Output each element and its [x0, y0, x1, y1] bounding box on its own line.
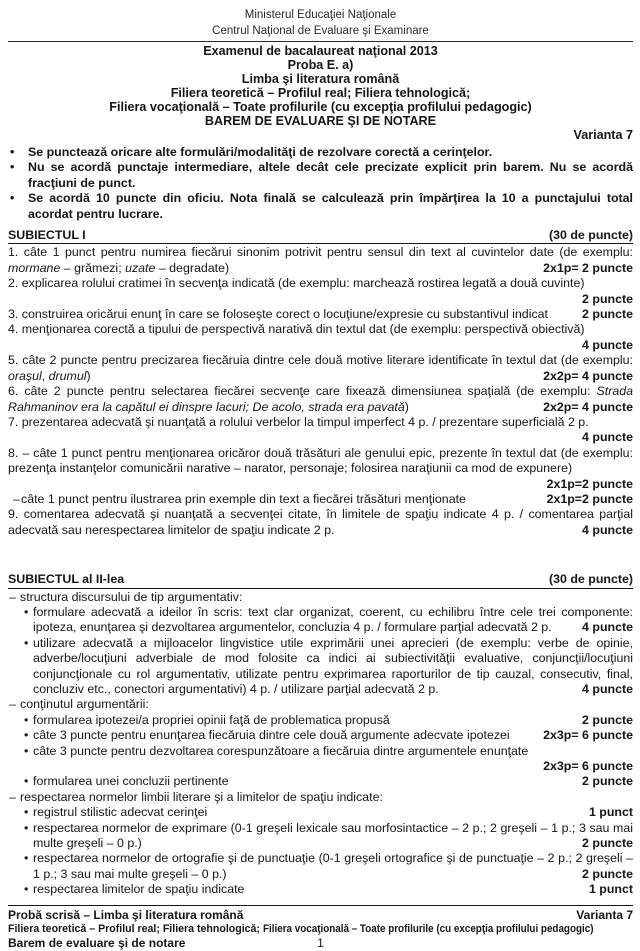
dash-icon: – — [13, 491, 20, 506]
item-text-segment: , — [41, 368, 49, 383]
dash-icon: – — [9, 789, 16, 804]
item-text — [8, 307, 548, 321]
bullet-icon: • — [24, 820, 29, 835]
bullet-icon: • — [24, 635, 29, 650]
item-text-segment: 7. prezentarea adecvată şi nuanţată a rolului verbelor la timpul imperfect 4 p. / prezentare superficială 2 p. — [8, 414, 589, 429]
exam-title-block — [8, 44, 633, 128]
item-text-segment: ) — [404, 399, 409, 414]
rule-text: Nu se acordă punctaje intermediare, altele decât cele precizate explicit prin barem. Nu se acordă fracţiuni de punct. — [28, 160, 633, 190]
points-value: 4 puncte — [582, 522, 633, 537]
rubric-item — [8, 353, 633, 384]
rubric-item — [8, 307, 633, 322]
rubric-item — [8, 605, 633, 636]
item-text-segment: 6. câte 2 puncte pentru selectarea fiecărei secvenţe care fixează dimensiunea spaţială (de exemplu: — [8, 384, 597, 399]
rubric-item — [8, 851, 633, 882]
item-text-segment: – degradate) — [155, 260, 230, 275]
item-text-segment: formulare adecvată a ideilor în scris: text clar organizat, coerent, cu echilibru între cele trei componente: ipoteza, enunţarea şi dezvoltarea argumentelor, concluzia 4 p. / formulare parţial adecvată 2 p. — [33, 604, 633, 635]
footer-row-proba — [8, 908, 633, 923]
points-value: 2 puncte — [582, 291, 633, 306]
exam-title-line: Filiera vocaţională – Toate profilurile (cu excepţia profilului pedagogic) — [109, 100, 532, 114]
bullet-icon: • — [24, 728, 29, 743]
rule-item — [8, 160, 633, 191]
item-text — [33, 882, 244, 896]
item-text-segment: respectarea limitelor de spaţiu indicate — [33, 882, 245, 897]
points-value: 2x2p= 4 puncte — [543, 368, 633, 383]
item-text — [33, 636, 633, 696]
points-value: 4 puncte — [582, 620, 633, 635]
page-number: 1 — [317, 936, 324, 951]
item-text-segment: formularea ipotezei/a propriei opinii faţă de problematica propusă — [33, 712, 390, 727]
points-value: 2x1p=2 puncte — [546, 491, 633, 506]
bullet-icon: • — [10, 191, 15, 206]
item-text-segment: ) — [86, 368, 91, 383]
item-text-segment: formularea unei concluzii pertinente — [33, 774, 229, 789]
rubric-item — [8, 697, 633, 712]
item-text-segment: respectarea normelor de ortografie şi de punctuaţie (0-1 greşeli ortografice şi de punctuaţie – 2 p.; 2 greşeli – 1 p.; 3 sau mai multe greşeli – 0 p.) — [33, 851, 633, 881]
rubric-item — [8, 805, 633, 820]
bullet-icon: • — [24, 712, 29, 727]
item-text — [8, 415, 589, 429]
bullet-icon: • — [24, 743, 29, 758]
rubric-item — [8, 446, 633, 492]
footer-filiera — [8, 922, 633, 936]
header-divider — [8, 41, 633, 42]
item-text — [8, 507, 633, 536]
rule-text: Se acordă 10 puncte din oficiu. Nota finală se calculează prin împărţirea la 10 a punctajului total acordat pentru lucrare. — [28, 191, 633, 221]
rubric-item — [8, 590, 633, 605]
item-text-segment: respectarea normelor de exprimare (0-1 greşeli lexicale sau morfosintactice – 2 p.; 2 greşeli – 1 p.; 3 sau mai multe greşeli – 0 p.) — [33, 820, 633, 851]
points-value: 2x2p= 4 puncte — [543, 399, 633, 414]
bullet-icon: • — [24, 604, 29, 619]
bullet-icon: • — [10, 145, 15, 159]
rubric-item — [8, 245, 633, 276]
section-heading — [8, 228, 633, 244]
rubric-item — [8, 636, 633, 698]
footer-filiera-part1: Filiera teoretică – Profilul real; Filiera tehnologică; — [8, 923, 263, 936]
item-text-segment: structura discursului de tip argumentativ: — [20, 589, 243, 604]
item-text-segment: 9. comentarea adecvată şi nuanţată a secvenţei citate, în limitele de spaţiu indicate 4 p. / comentarea parţial adecvată sau nerespectarea limitelor de spaţiu indicate 2 p. — [8, 507, 633, 537]
exam-title-line: Limba şi literatura română — [241, 72, 400, 86]
item-text-segment: conţinutul argumentării: — [20, 697, 149, 712]
rubric-item — [8, 774, 633, 789]
item-text-segment: 1. câte 1 punct pentru numirea fiecărui sinonim potrivit pentru sensul din text al cuvintelor date (de exemplu: — [8, 245, 633, 260]
rubric-item — [8, 882, 633, 897]
footer-barem: Barem de evaluare şi de notare — [8, 936, 186, 951]
item-text — [8, 276, 584, 290]
evaluation-center-name: Centrul Naţional de Evaluare şi Examinare — [212, 24, 429, 37]
item-text — [33, 605, 633, 634]
item-text — [33, 744, 528, 758]
item-text — [33, 821, 633, 850]
points-value: 1 punct — [588, 882, 633, 897]
item-text-segment: câte 1 punct pentru ilustrarea prin exemple din text a fiecărei trăsături menţionate — [21, 491, 466, 506]
org-header — [8, 8, 633, 39]
item-text-italic: drumul — [48, 368, 87, 383]
exam-title-line: Filiera teoretică – Profilul real; Filiera tehnologică; — [170, 86, 471, 100]
item-text-italic: oraşul — [8, 368, 42, 383]
item-text — [20, 590, 242, 604]
item-text — [33, 851, 633, 880]
item-text — [20, 697, 149, 711]
item-text-segment: 3. construirea oricărui enunţ în care se foloseşte corect o locuţiune/expresie cu substantivul indicat — [8, 307, 548, 322]
rubric-item — [8, 507, 633, 538]
item-text-segment: utilizare adecvată a mijloacelor lingvistice utile exprimării unei aprecieri (de exemplu: verbe de opinie, adverbe/locuţiuni adverbiale de mod folosite ca indici ai subiectivităţii evaluative, conjuncţii/locuţiuni conjuncţionale cu rol argumentativ, utilizate pentru exprimarea raporturilor de tip cauzal, consecutiv, final, concluziv etc., conectori argumentativi) 4 p. / utilizare parţial adecvată 2 p. — [33, 635, 633, 696]
points-value: 2 puncte — [582, 836, 633, 851]
points-value: 2 puncte — [582, 866, 633, 881]
footer-varianta: Varianta 7 — [576, 907, 633, 922]
bullet-icon: • — [24, 882, 29, 897]
rule-text: Se punctează oricare alte formulări/modalităţi de rezolvare corectă a cerinţelor. — [28, 145, 493, 159]
points-value: 2 puncte — [582, 712, 633, 727]
item-text-italic: Strada Rahmaninov era la capătul ei dinspre lacuri; De acolo, strada era pavată — [8, 384, 633, 414]
rubric-items — [8, 245, 633, 538]
exam-title-line: Proba E. a) — [287, 58, 354, 72]
item-text-segment: 8. – câte 1 punct pentru menţionarea oricăror două trăsături ale genului epic, prezente în textul dat (de exemplu: prezenţa instanţelor comunicării narative – narator, personaje; folosirea naraţiunii ca mod de expunere) — [8, 445, 633, 476]
exam-title-line: Examenul de bacalaureat naţional 2013 — [203, 44, 438, 58]
footer-proba-scrisa: Probă scrisă – Limba şi literatura română — [8, 907, 244, 922]
section-subiectul-1 — [8, 228, 633, 538]
item-text — [20, 790, 383, 804]
item-text — [21, 492, 466, 506]
points-value: 2x1p=2 puncte — [546, 476, 633, 491]
section-title: SUBIECTUL al II-lea — [8, 572, 125, 587]
item-text-segment: 5. câte 2 puncte pentru precizarea fiecăruia dintre cele două motive literare identificate în textul dat (de exemplu: — [8, 353, 633, 368]
item-text — [33, 713, 390, 727]
points-value: 2 puncte — [582, 774, 633, 789]
general-rules-list — [8, 145, 633, 222]
section-heading — [8, 572, 633, 588]
rule-item — [8, 191, 633, 222]
ministry-name: Ministerul Educaţiei Naţionale — [244, 9, 397, 21]
variant-label: Varianta 7 — [573, 128, 633, 142]
points-value: 2x1p= 2 puncte — [543, 260, 633, 275]
section-title: SUBIECTUL I — [8, 228, 86, 243]
rubric-item — [8, 384, 633, 415]
item-text-segment: câte 3 puncte pentru dezvoltarea corespunzătoare a fiecăruia dintre argumentele enunţate — [33, 743, 529, 758]
section-subiectul-2 — [8, 572, 633, 898]
section-points: (30 de puncte) — [549, 228, 633, 243]
rubric-item — [8, 821, 633, 852]
item-text — [33, 805, 207, 819]
item-text — [33, 774, 229, 788]
item-text-segment: 2. explicarea rolului cratimei în secvenţa indicată (de exemplu: marchează rostirea legată a două cuvinte) — [8, 276, 585, 291]
item-text-segment: câte 3 puncte pentru enunţarea fiecăruia dintre cele două argumente adecvate ipotezei — [33, 728, 510, 743]
rubric-item — [8, 728, 633, 743]
rubric-item — [8, 713, 633, 728]
rubric-item — [8, 276, 633, 307]
rule-item — [8, 145, 633, 160]
rubric-item — [8, 415, 633, 446]
item-text-segment: registrul stilistic adecvat cerinţei — [33, 805, 208, 820]
rubric-item — [8, 492, 633, 507]
bullet-icon: • — [24, 805, 29, 820]
points-value: 2x3p= 6 puncte — [543, 728, 633, 743]
exam-title-line: BAREM DE EVALUARE ŞI DE NOTARE — [204, 114, 437, 128]
bullet-icon: • — [24, 774, 29, 789]
item-text — [8, 322, 585, 336]
item-text-italic: mormane — [8, 260, 61, 275]
points-value: 1 punct — [588, 805, 633, 820]
footer-row-barem — [8, 936, 633, 951]
points-value: 2x3p= 6 puncte — [543, 759, 633, 774]
item-text — [8, 446, 633, 475]
item-text-italic: uzate — [125, 260, 156, 275]
dash-icon: – — [9, 697, 16, 712]
points-value: 2 puncte — [582, 307, 633, 322]
points-value: 4 puncte — [582, 682, 633, 696]
item-text-segment: – grămezi; — [60, 260, 126, 275]
page-footer — [8, 905, 633, 951]
rubric-items — [8, 590, 633, 898]
bullet-icon: • — [24, 851, 29, 866]
section-points: (30 de puncte) — [549, 572, 633, 587]
points-value: 4 puncte — [582, 337, 633, 352]
item-text-segment: respectarea normelor limbii literare şi a limitelor de spaţiu indicate: — [20, 789, 383, 804]
footer-filiera-part2: Filiera vocaţională – Toate profilurile (cu excepţia profilului pedagogic) — [262, 923, 594, 936]
points-value: 4 puncte — [582, 430, 633, 445]
rubric-item — [8, 744, 633, 775]
rubric-item — [8, 322, 633, 353]
item-text-segment: 4. menţionarea corectă a tipului de perspectivă narativă din textul dat (de exemplu: perspectivă obiectivă) — [8, 322, 585, 337]
dash-icon: – — [9, 589, 16, 604]
bullet-icon: • — [10, 160, 15, 175]
rubric-item — [8, 790, 633, 805]
item-text — [33, 728, 510, 742]
